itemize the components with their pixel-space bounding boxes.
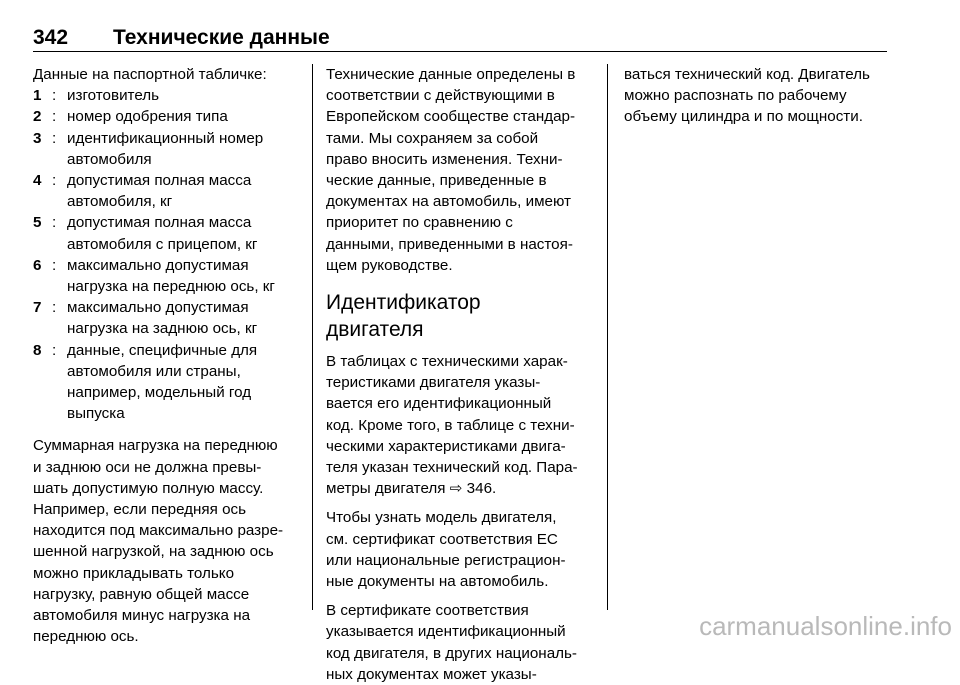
text-line: нагрузку, равную общей массе xyxy=(33,585,250,603)
engine-id-paragraph xyxy=(326,351,596,478)
text-line: Чтобы узнать модель двигателя, xyxy=(326,509,557,527)
definition-colon: : xyxy=(52,108,57,126)
text-line: автомобиля минус нагрузка на xyxy=(33,607,251,625)
plate-intro: Данные на паспортной табличке: xyxy=(33,66,267,83)
definition-text xyxy=(67,85,298,106)
text-line: теля указан технический код. Пара- xyxy=(326,459,578,477)
definition-line: автомобиля или страны, xyxy=(67,362,241,380)
text-line: шать допустимую полную массу. xyxy=(33,479,264,497)
text-line: документах на автомобиль, имеют xyxy=(326,193,572,211)
definition-text xyxy=(67,106,298,127)
text-line: можно распознать по рабочему xyxy=(624,87,847,105)
page-title: Технические данные xyxy=(113,26,330,49)
column-divider-1 xyxy=(312,64,313,610)
definition-line: автомобиля, кг xyxy=(67,193,173,211)
text-line: Европейском сообществе стандар- xyxy=(326,108,576,126)
text-line: Например, если передняя ось xyxy=(33,501,247,519)
definition-text xyxy=(67,255,298,297)
definition-number: 1 xyxy=(33,87,42,105)
text-line: указывается идентификационный xyxy=(326,623,566,641)
definition-line: максимально допустимая xyxy=(67,256,249,274)
definition-colon: : xyxy=(52,341,57,359)
definition-item xyxy=(33,212,298,254)
text-line: щем руководстве. xyxy=(326,256,453,274)
definition-line: автомобиля xyxy=(67,150,152,168)
definition-item xyxy=(33,85,298,106)
definition-line: максимально допустимая xyxy=(67,299,249,317)
page-ref-number[interactable]: 346. xyxy=(466,480,497,498)
text-line: двигателя xyxy=(326,318,424,342)
plate-definition-list xyxy=(33,85,298,424)
header-rule xyxy=(33,51,887,52)
page-number: 342 xyxy=(33,26,69,49)
definition-line: допустимая полная масса xyxy=(67,172,252,190)
definition-number: 6 xyxy=(33,256,42,274)
watermark: carmanualsonline.info xyxy=(699,611,952,641)
definition-line: выпуска xyxy=(67,405,125,423)
definition-number: 5 xyxy=(33,214,42,232)
engine-ref-line xyxy=(326,478,596,499)
column-3 xyxy=(624,64,894,128)
definition-line: допустимая полная масса xyxy=(67,214,252,232)
definition-colon: : xyxy=(52,87,57,105)
engine-model-paragraph xyxy=(326,507,596,592)
text-line: ваться технический код. Двигатель xyxy=(624,66,870,83)
definition-number: 7 xyxy=(33,299,42,317)
section-title-engine-id xyxy=(326,289,596,343)
text-line: см. сертификат соответствия ЕС xyxy=(326,530,558,548)
definition-number: 3 xyxy=(33,129,42,147)
definition-colon: : xyxy=(52,172,57,190)
text-line: Идентификатор xyxy=(326,291,481,315)
definition-colon: : xyxy=(52,299,57,317)
definition-text xyxy=(67,128,298,170)
definition-item xyxy=(33,297,298,339)
text-line: код двигателя, в других националь- xyxy=(326,644,577,662)
definition-text xyxy=(67,212,298,254)
definition-text xyxy=(67,340,298,425)
load-note-paragraph xyxy=(33,435,298,647)
text-line: ных документах может указы- xyxy=(326,665,537,683)
text-line: или национальные регистрацион- xyxy=(326,551,566,569)
definition-colon: : xyxy=(52,256,57,274)
text-line: данными, приведенными в настоя- xyxy=(326,235,573,253)
definition-item xyxy=(33,255,298,297)
definition-line: данные, специфичные для xyxy=(67,341,258,359)
definition-line: номер одобрения типа xyxy=(67,108,228,126)
engine-code-paragraph xyxy=(624,64,894,128)
engine-ref-text: метры двигателя xyxy=(326,480,446,498)
text-line: Технические данные определены в xyxy=(326,66,576,83)
text-line: соответствии с действующими в xyxy=(326,87,555,105)
column-1 xyxy=(33,64,298,647)
definition-text xyxy=(67,170,298,212)
text-line: В таблицах с техническими харак- xyxy=(326,353,568,371)
tech-data-paragraph xyxy=(326,64,596,276)
definition-line: например, модельный год xyxy=(67,384,252,402)
definition-line: нагрузка на заднюю ось, кг xyxy=(67,320,258,338)
page-header xyxy=(33,26,887,50)
text-line: приоритет по сравнению с xyxy=(326,214,513,232)
definition-number: 4 xyxy=(33,172,42,190)
definition-colon: : xyxy=(52,129,57,147)
definition-line: изготовитель xyxy=(67,87,160,105)
definition-line: нагрузка на переднюю ось, кг xyxy=(67,278,275,296)
definition-item xyxy=(33,170,298,212)
definition-text xyxy=(67,297,298,339)
text-line: В сертификате соответствия xyxy=(326,602,529,620)
column-divider-2 xyxy=(607,64,608,610)
text-line: Суммарная нагрузка на переднюю xyxy=(33,437,278,455)
text-line: и заднюю оси не должна превы- xyxy=(33,458,262,476)
page-ref-icon: ⇨ xyxy=(449,480,463,498)
text-line: ческие данные, приведенные в xyxy=(326,172,547,190)
definition-item xyxy=(33,128,298,170)
definition-item xyxy=(33,106,298,127)
text-line: теристиками двигателя указы- xyxy=(326,374,541,392)
text-line: находится под максимально разре- xyxy=(33,522,284,540)
column-2 xyxy=(326,64,596,685)
definition-line: идентификационный номер xyxy=(67,129,264,147)
definition-colon: : xyxy=(52,214,57,232)
text-line: можно прикладывать только xyxy=(33,564,235,582)
text-line: объему цилиндра и по мощности. xyxy=(624,108,863,126)
text-line: тами. Мы сохраняем за собой xyxy=(326,129,539,147)
text-line: ные документы на автомобиль. xyxy=(326,573,549,591)
definition-item xyxy=(33,340,298,425)
text-line: ческими характеристиками двига- xyxy=(326,437,566,455)
definition-line: автомобиля с прицепом, кг xyxy=(67,235,258,253)
text-line: переднюю ось. xyxy=(33,628,139,646)
definition-number: 2 xyxy=(33,108,42,126)
definition-number: 8 xyxy=(33,341,42,359)
text-line: право вносить изменения. Техни- xyxy=(326,150,563,168)
text-line: вается его идентификационный xyxy=(326,395,552,413)
text-line: шенной нагрузкой, на заднюю ось xyxy=(33,543,274,561)
certificate-paragraph xyxy=(326,600,596,685)
text-line: код. Кроме того, в таблице с техни- xyxy=(326,416,575,434)
